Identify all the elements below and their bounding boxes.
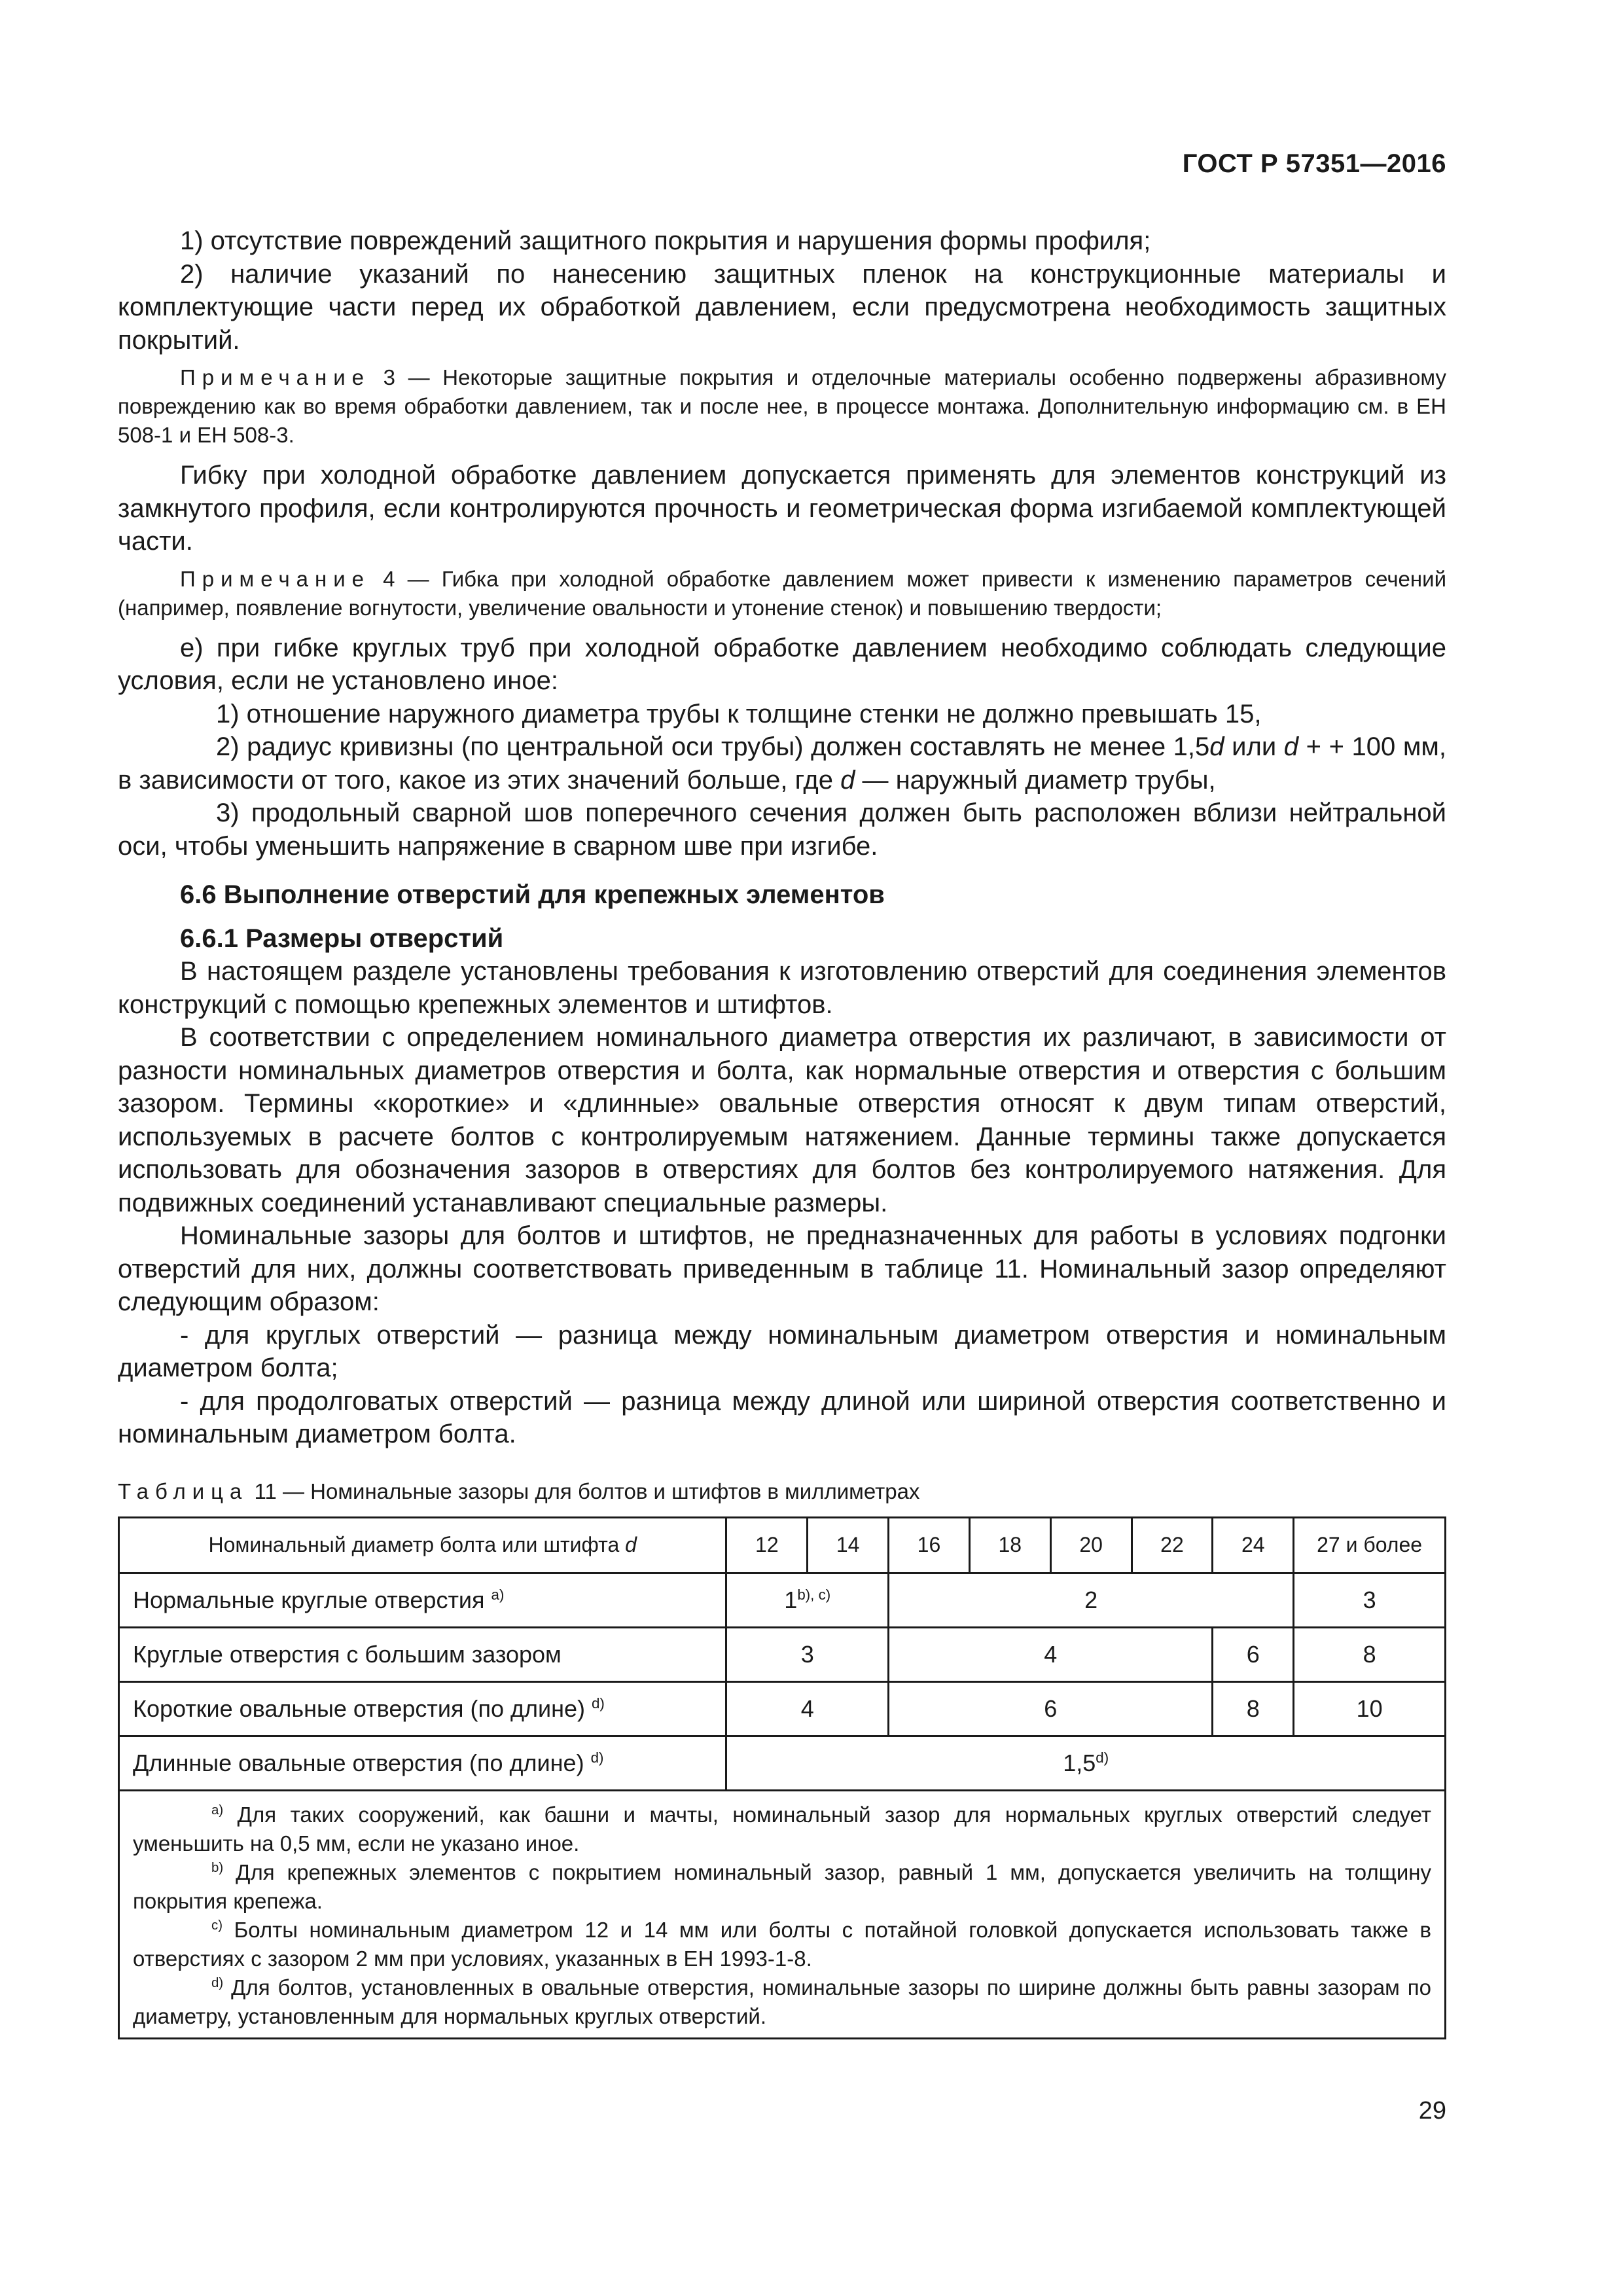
list-item-1: 1) отсутствие повреждений защитного покрытия и нарушения формы профиля; <box>180 226 1151 255</box>
table-cell: 3 <box>1294 1573 1446 1627</box>
paragraph-scope: В настоящем разделе установлены требования к изготовлению отверстий для соединения элементов конструкций с помощью крепежных элементов и штифтов. <box>118 957 1446 1019</box>
table-cell: 2 <box>889 1573 1294 1627</box>
table-cell: 8 <box>1294 1627 1446 1681</box>
table-cell: 8 <box>1213 1681 1294 1736</box>
standard-designation: ГОСТ Р 57351—2016 <box>1182 149 1446 178</box>
paragraph-clearances: Номинальные зазоры для болтов и штифтов, не предназначенных для работы в условиях подгонки отверстий для них, должны соответствовать приведенным в таблице 11. Номинальный зазор определяют следующим образом: <box>118 1221 1446 1316</box>
table-cell: 6 <box>889 1681 1213 1736</box>
table-cell: 1,5$^{d)}$ <box>726 1736 1446 1790</box>
item-e-2 <box>118 730 1446 797</box>
paragraph-definitions: В соответствии с определением номинального диаметра отверстия их различают, в зависимости от разности номинальных диаметров отверстия и болта, как нормальные отверстия и отверстия с большим зазором. Термины «короткие» и «длинные» овальные отверстия относят к двум типам отверстий, используемых в расчете болтов с контролируемым натяжением. Данные термины также допускается использовать для обозначения зазоров в отверстиях для болтов без контролируемого натяжения. Для подвижных соединений устанавливают специальные размеры. <box>118 1023 1446 1217</box>
footnote-c: $^{c)}$ Болты номинальным диаметром 12 и 14 мм или болты с потайной головкой допускается использовать также в отверстиях с зазором 2 мм при условиях, указанных в ЕН 1993-1-8. <box>133 1917 1431 1971</box>
var-d: d <box>1209 732 1224 761</box>
item-e-3: 3) продольный сварной шов поперечного сечения должен быть расположен вблизи нейтральной оси, чтобы уменьшить напряжение в сварном шве при изгибе. <box>118 798 1446 861</box>
clearance-table <box>118 1516 1446 2039</box>
note-4 <box>118 565 1446 622</box>
item-e-2-b: или <box>1224 732 1284 761</box>
section-heading-6-6: 6.6 Выполнение отверстий для крепежных элементов <box>180 880 885 909</box>
table-cell: 4 <box>889 1627 1213 1681</box>
table-footnotes <box>119 1790 1446 2038</box>
table-row <box>119 1736 1446 1790</box>
table-cell: 3 <box>726 1627 889 1681</box>
row-label: Длинные овальные отверстия (по длине) $^{d)}$ <box>119 1736 726 1790</box>
page-content <box>118 224 1446 2039</box>
section-heading-6-6-1: 6.6.1 Размеры отверстий <box>180 924 504 953</box>
footnote-a: $^{a)}$ Для таких сооружений, как башни и мачты, номинальный зазор для нормальных круглых отверстий следует уменьшить на 0,5 мм, если не указано иное. <box>133 1802 1431 1856</box>
footnote-b: $^{b)}$ Для крепежных элементов с покрытием номинальный зазор, равный 1 мм, допускается увеличить на толщину покрытия крепежа. <box>133 1859 1431 1913</box>
row-label: Нормальные круглые отверстия $^{a)}$ <box>119 1573 726 1627</box>
note-3-text: 3 — Некоторые защитные покрытия и отделочные материалы особенно подвержены абразивному повреждению как во время обработки давлением, так и после нее, в процессе монтажа. Дополнительную информацию см. в ЕН 508-1 и ЕН 508-3. <box>118 365 1446 447</box>
table-row <box>119 1627 1446 1681</box>
table-cell: 6 <box>1213 1627 1294 1681</box>
item-e: е) при гибке круглых труб при холодной обработке давлением необходимо соблюдать следующие условия, если не установлено иное: <box>118 633 1446 695</box>
header-diameter-label: Номинальный диаметр болта или штифта d <box>119 1517 726 1573</box>
page-number: 29 <box>1418 2097 1446 2125</box>
row-label: Короткие овальные отверстия (по длине) $^{d)}$ <box>119 1681 726 1736</box>
paragraph-round-holes: - для круглых отверстий — разница между номинальным диаметром отверстия и номинальным диаметром болта; <box>118 1320 1446 1382</box>
table-row <box>119 1681 1446 1736</box>
var-d: d <box>1283 732 1299 761</box>
row-label: Круглые отверстия с большим зазором <box>119 1627 726 1681</box>
item-e-1: 1) отношение наружного диаметра трубы к толщине стенки не должно превышать 15, <box>216 699 1262 728</box>
paragraph-slotted-holes: - для продолговатых отверстий — разница между длиной или шириной отверстия соответственно и номинальным диаметром болта. <box>118 1386 1446 1448</box>
table-row <box>119 1573 1446 1627</box>
header-col: 22 <box>1132 1517 1213 1573</box>
header-col: 14 <box>808 1517 889 1573</box>
table-cell: 10 <box>1294 1681 1446 1736</box>
note-3 <box>118 363 1446 450</box>
paragraph-bending: Гибку при холодной обработке давлением допускается применять для элементов конструкций из замкнутого профиля, если контролируются прочность и геометрическая форма изгибаемой комплектующей части. <box>118 461 1446 556</box>
header-col: 20 <box>1050 1517 1132 1573</box>
note-4-label: Примечание <box>180 566 371 591</box>
list-item-2: 2) наличие указаний по нанесению защитных пленок на конструкционные материалы и комплектующие части перед их обработкой давлением, если предусмотрена необходимость защитных покрытий. <box>118 259 1446 355</box>
table-footnotes-row <box>119 1790 1446 2038</box>
table-caption-label: Таблица <box>118 1479 249 1503</box>
header-col: 12 <box>726 1517 808 1573</box>
item-e-2-a: 2) радиус кривизны (по центральной оси трубы) должен составлять не менее 1,5 <box>216 732 1210 761</box>
table-cell: $1^{b), c)}$ <box>726 1573 889 1627</box>
table-caption-text: 11 — Номинальные зазоры для болтов и штифтов в миллиметрах <box>248 1479 920 1503</box>
item-e-2-c: + + 100 мм, в зависимости от того, какое из этих значений больше, где <box>118 732 1446 795</box>
header-col: 16 <box>889 1517 970 1573</box>
note-4-text: 4 — Гибка при холодной обработке давлением может привести к изменению параметров сечений (например, появление вогнутости, увеличение овальности и утонение стенок) и повышению твердости; <box>118 566 1446 620</box>
item-e-2-e: — наружный диаметр трубы, <box>855 765 1216 795</box>
header-col: 18 <box>969 1517 1050 1573</box>
table-cell: 4 <box>726 1681 889 1736</box>
footnote-d: $^{d)}$ Для болтов, установленных в овальные отверстия, номинальные зазоры по ширине должны быть равны зазорам по диаметру, установленным для нормальных круглых отверстий. <box>133 1975 1431 2028</box>
note-3-label: Примечание <box>180 365 371 389</box>
header-col: 27 и более <box>1294 1517 1446 1573</box>
table-caption <box>118 1477 1446 1506</box>
table-header-row <box>119 1517 1446 1573</box>
header-col: 24 <box>1213 1517 1294 1573</box>
var-d: d <box>840 765 855 795</box>
